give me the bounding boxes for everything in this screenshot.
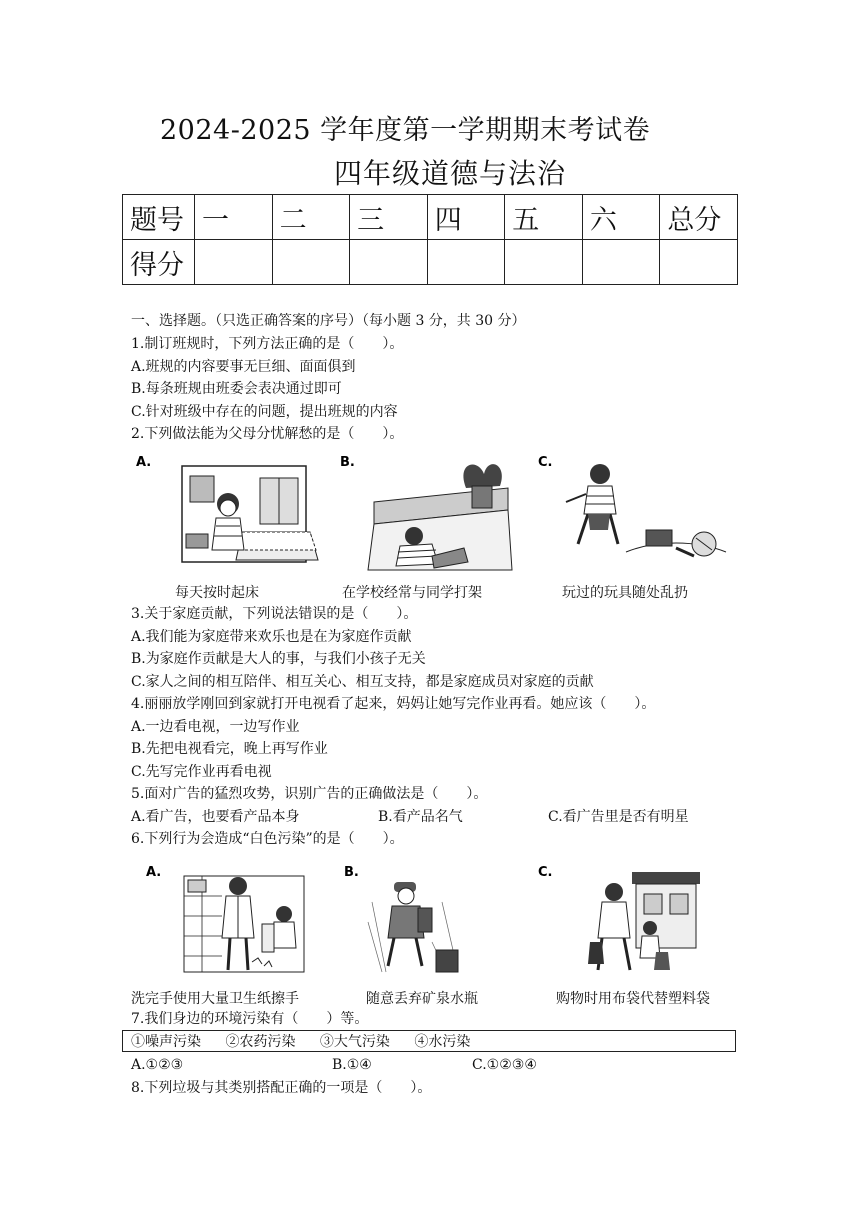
question-7-option-c: C.①②③④ (472, 1057, 537, 1073)
option-letter: A. (136, 455, 152, 470)
question-1-stem: 1.制订班规时，下列方法正确的是（ ）。 (131, 336, 404, 352)
illustration-paper-towels (144, 862, 314, 980)
image-caption: 洗完手使用大量卫生纸擦手 (131, 991, 299, 1007)
option-letter: C. (538, 455, 553, 470)
question-4-option-b: B.先把电视看完，晚上再写作业 (131, 741, 328, 757)
score-header-cell: 二 (272, 195, 350, 240)
question-5-option-b: B.看产品名气 (378, 809, 463, 825)
question-2-stem: 2.下列做法能为父母分忧解愁的是（ ）。 (131, 426, 404, 442)
question-8-stem: 8.下列垃圾与其类别搭配正确的一项是（ ）。 (131, 1080, 432, 1096)
pollution-item: ④水污染 (414, 1034, 471, 1050)
option-letter: B. (340, 455, 355, 470)
question-1-option-b: B.每条班规由班委会表决通过即可 (131, 381, 342, 397)
image-caption: 在学校经常与同学打架 (342, 585, 482, 601)
illustration-fighting (338, 452, 516, 578)
exam-title: 2024-2025 学年度第一学期期末考试卷 (160, 115, 651, 146)
illustration-toys-scattered (536, 452, 732, 578)
score-header-cell: 题号 (123, 195, 195, 240)
question-3-option-b: B.为家庭作贡献是大人的事，与我们小孩子无关 (131, 651, 426, 667)
question-1-option-a: A.班规的内容要事无巨细、面面俱到 (131, 359, 356, 375)
score-header-cell: 三 (350, 195, 428, 240)
score-cell[interactable] (427, 240, 505, 285)
score-table (122, 194, 738, 285)
question-4-option-c: C.先写完作业再看电视 (131, 764, 272, 780)
question-5-option-c: C.看广告里是否有明星 (548, 809, 689, 825)
score-header-cell: 一 (195, 195, 273, 240)
question-4-option-a: A.一边看电视，一边写作业 (131, 719, 300, 735)
score-header-cell: 四 (427, 195, 505, 240)
score-table-score-row (123, 240, 738, 285)
pollution-item: ①噪声污染 (131, 1034, 201, 1050)
score-cell[interactable] (195, 240, 273, 285)
image-caption: 购物时用布袋代替塑料袋 (556, 991, 710, 1007)
section-heading: 一、选择题。（只选正确答案的序号）（每小题 3 分，共 30 分） (131, 313, 526, 329)
question-3-option-a: A.我们能为家庭带来欢乐也是在为家庭作贡献 (131, 629, 412, 645)
score-cell[interactable] (660, 240, 738, 285)
image-caption: 随意丢弃矿泉水瓶 (366, 991, 478, 1007)
illustration-getting-up (132, 452, 328, 578)
question-7-option-a: A.①②③ (131, 1057, 184, 1073)
pollution-item: ②农药污染 (225, 1034, 296, 1050)
score-header-cell: 五 (505, 195, 583, 240)
option-letter: A. (146, 865, 162, 880)
pollution-item: ③大气污染 (319, 1034, 390, 1050)
score-cell[interactable] (350, 240, 428, 285)
illustration-litter-bottles (342, 862, 472, 980)
image-caption: 每天按时起床 (175, 585, 259, 601)
question-4-stem: 4.丽丽放学刚回到家就打开电视看了起来，妈妈让她写完作业再看。她应该（ ）。 (131, 696, 656, 712)
question-1-option-c: C.针对班级中存在的问题，提出班规的内容 (131, 404, 398, 420)
question-6-stem: 6.下列行为会造成“白色污染”的是（ ）。 (131, 831, 404, 847)
question-3-option-c: C.家人之间的相互陪伴、相互关心、相互支持，都是家庭成员对家庭的贡献 (131, 674, 594, 690)
score-table-header-row (123, 195, 738, 240)
question-7-items-box (122, 1030, 736, 1052)
exam-subtitle: 四年级道德与法治 (334, 157, 567, 190)
illustration-cloth-bag (536, 862, 706, 980)
score-row-label: 得分 (123, 240, 195, 285)
score-cell[interactable] (505, 240, 583, 285)
image-caption: 玩过的玩具随处乱扔 (562, 585, 688, 601)
score-header-cell: 总分 (660, 195, 738, 240)
option-letter: B. (344, 865, 359, 880)
question-5-option-a: A.看广告，也要看产品本身 (131, 809, 300, 825)
question-3-stem: 3.关于家庭贡献，下列说法错误的是（ ）。 (131, 606, 418, 622)
score-cell[interactable] (582, 240, 660, 285)
option-letter: C. (538, 865, 553, 880)
score-cell[interactable] (272, 240, 350, 285)
score-header-cell: 六 (582, 195, 660, 240)
question-5-stem: 5.面对广告的猛烈攻势，识别广告的正确做法是（ ）。 (131, 786, 488, 802)
question-7-stem: 7.我们身边的环境污染有（ ）等。 (131, 1011, 369, 1027)
question-7-option-b: B.①④ (332, 1057, 372, 1073)
